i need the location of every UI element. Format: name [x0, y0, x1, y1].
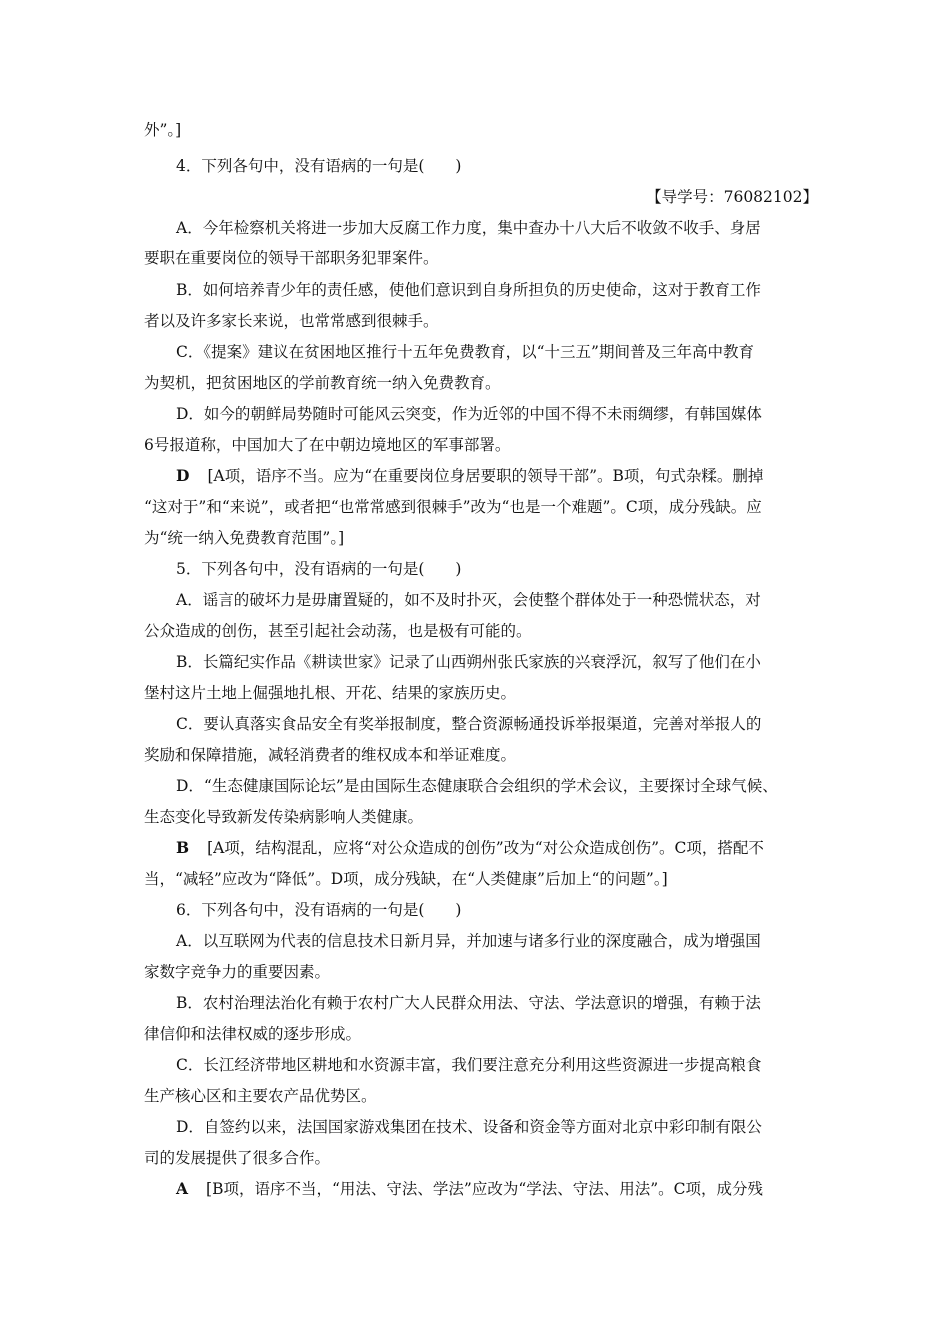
- q4-option-a: A．今年检察机关将进一步加大反腐工作力度，集中查办十八大后不收敛不收手、身居: [176, 219, 761, 237]
- q4-option-c-cont: 为契机，把贫困地区的学前教育统一纳入免费教育。: [144, 374, 501, 392]
- q5-option-d: D．“生态健康国际论坛”是由国际生态健康联合会组织的学术会议，主要探讨全球气候、: [176, 777, 778, 795]
- q4-reference-number: 【导学号：76082102】: [646, 188, 818, 206]
- q6-option-c: C．长江经济带地区耕地和水资源丰富，我们要注意充分利用这些资源进一步提高粮食: [176, 1056, 762, 1074]
- q5-explanation: B [A项，结构混乱，应将“对公众造成的创伤”改为“对公众造成创伤”。C项，搭配不: [176, 838, 764, 857]
- q5-option-c: C．要认真落实食品安全有奖举报制度，整合资源畅通投诉举报渠道，完善对举报人的: [176, 715, 762, 733]
- q6-explanation: A [B项，语序不当，“用法、守法、学法”应改为“学法、守法、用法”。C项，成分残: [176, 1179, 764, 1198]
- q4-stem: 4．下列各句中，没有语病的一句是( ): [176, 157, 462, 175]
- q4-option-b: B．如何培养青少年的责任感，使他们意识到自身所担负的历史使命，这对于教育工作: [176, 281, 761, 299]
- q6-stem: 6．下列各句中，没有语病的一句是( ): [176, 901, 462, 919]
- q4-explanation-cont: “这对于”和“来说”，或者把“也常常感到很棘手”改为“也是一个难题”。C项，成分残缺。应: [144, 498, 762, 516]
- q4-option-b-cont: 者以及许多家长来说，也常常感到很棘手。: [144, 312, 439, 330]
- q6-option-d-cont: 司的发展提供了很多合作。: [144, 1149, 331, 1167]
- q6-option-d: D．自签约以来，法国国家游戏集团在技术、设备和资金等方面对北京中彩印制有限公: [176, 1118, 762, 1136]
- q6-option-a-cont: 家数字竞争力的重要因素。: [144, 963, 331, 981]
- q4-option-a-cont: 要职在重要岗位的领导干部职务犯罪案件。: [144, 249, 439, 267]
- q3-explanation-tail: 外”。]: [144, 121, 182, 139]
- q5-option-c-cont: 奖励和保障措施，减轻消费者的维权成本和举证难度。: [144, 746, 517, 764]
- q5-option-a-cont: 公众造成的创伤，甚至引起社会动荡，也是极有可能的。: [144, 622, 532, 640]
- q5-explanation-cont: 当，“减轻”应改为“降低”。D项，成分残缺，在“人类健康”后加上“的问题”。]: [144, 870, 668, 888]
- q5-stem: 5．下列各句中，没有语病的一句是( ): [176, 560, 462, 578]
- q6-option-b-cont: 律信仰和法律权威的逐步形成。: [144, 1025, 362, 1043]
- q4-option-c: C．《提案》建议在贫困地区推行十五年免费教育，以“十三五”期间普及三年高中教育: [176, 343, 754, 361]
- q6-answer: A: [176, 1179, 189, 1198]
- q4-answer: D: [176, 466, 190, 485]
- q4-explanation-end: 为“统一纳入免费教育范围”。]: [144, 529, 345, 547]
- q6-option-b: B．农村治理法治化有赖于农村广大人民群众用法、守法、学法意识的增强，有赖于法: [176, 994, 761, 1012]
- q6-option-c-cont: 生产核心区和主要农产品优势区。: [144, 1087, 377, 1105]
- q5-option-b: B．长篇纪实作品《耕读世家》记录了山西朔州张氏家族的兴衰浮沉，叙写了他们在小: [176, 653, 761, 671]
- q6-option-a: A．以互联网为代表的信息技术日新月异，并加速与诸多行业的深度融合，成为增强国: [176, 932, 761, 950]
- q5-answer: B: [176, 838, 190, 857]
- q5-option-a: A．谣言的破坏力是毋庸置疑的，如不及时扑灭，会使整个群体处于一种恐慌状态，对: [176, 591, 761, 609]
- q4-option-d: D．如今的朝鲜局势随时可能风云突变，作为近邻的中国不得不未雨绸缪，有韩国媒体: [176, 405, 762, 423]
- q4-explanation: D [A项，语序不当。应为“在重要岗位身居要职的领导干部”。B项，句式杂糅。删掉: [176, 466, 764, 485]
- q5-option-d-cont: 生态变化导致新发传染病影响人类健康。: [144, 808, 424, 826]
- q5-option-b-cont: 堡村这片土地上倔强地扎根、开花、结果的家族历史。: [144, 684, 517, 702]
- q4-option-d-cont: 6号报道称，中国加大了在中朝边境地区的军事部署。: [144, 436, 511, 454]
